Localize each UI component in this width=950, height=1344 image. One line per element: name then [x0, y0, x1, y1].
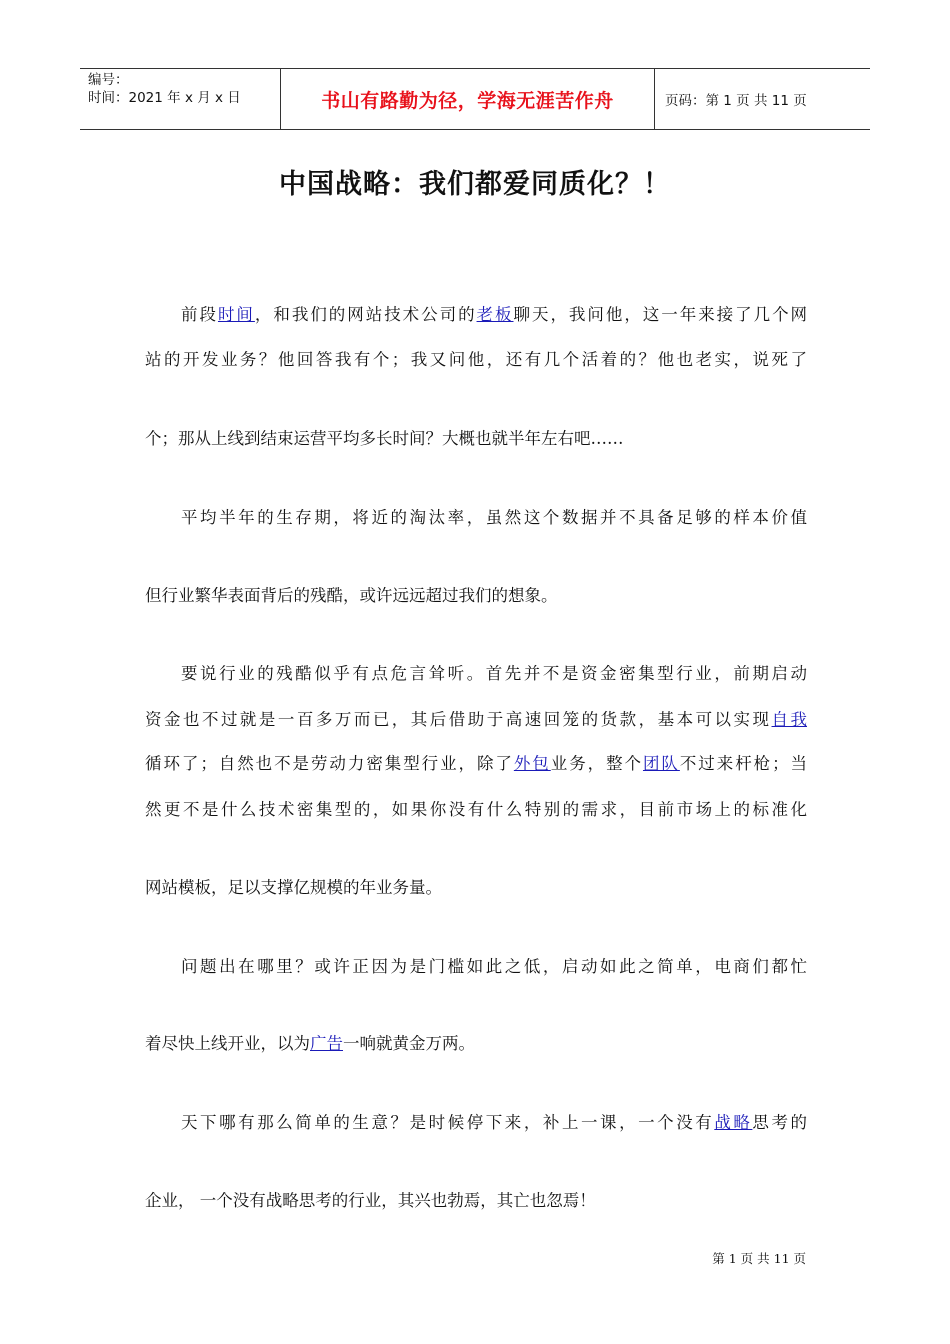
link-team[interactable]: 团队	[642, 754, 680, 773]
link-advertising[interactable]: 广告	[310, 1034, 343, 1053]
document-title: 中国战略：我们都爱同质化？！	[279, 169, 671, 200]
paragraph-2-line-1: 平均半年的生存期，将近的淘汰率，虽然这个数据并不具备足够的样本价值	[181, 508, 807, 527]
page-footer: 第 1 页 共 11 页	[712, 1251, 806, 1266]
paragraph-3-line-5: 网站模板，足以支撑亿规模的年业务量。	[145, 878, 442, 897]
text-span: 聊天，我问他，这一年来接了几个网	[513, 305, 808, 324]
paragraph-3-line-1: 要说行业的残酷似乎有点危言耸听。首先并不是资金密集型行业，前期启动	[181, 664, 807, 683]
page-header	[80, 68, 870, 130]
header-motto: 书山有路勤为径，学海无涯苦作舟	[281, 69, 655, 129]
link-strategy[interactable]: 战略	[714, 1113, 753, 1132]
link-outsourcing[interactable]: 外包	[513, 754, 551, 773]
paragraph-4-line-2	[145, 1033, 807, 1055]
text-span: 着尽快上线开业，以为	[145, 1034, 310, 1053]
paragraph-5-line-1	[145, 1112, 807, 1134]
header-page-info: 页码：第 1 页 共 11 页	[665, 93, 807, 109]
paragraph-1-line-3: 个；那从上线到结束运营平均多长时间？大概也就半年左右吧……	[145, 429, 624, 448]
text-span: 业务，整个	[550, 754, 643, 773]
text-span: 前段	[181, 305, 218, 324]
number-label: 编号：	[88, 72, 129, 88]
time-label: 时间：2021 年 x 月 x 日	[88, 90, 241, 106]
link-self[interactable]: 自我	[771, 710, 808, 729]
link-boss[interactable]: 老板	[476, 305, 514, 324]
paragraph-1-line-2: 站的开发业务？他回答我有个；我又问他，还有几个活着的？他也老实，说死了	[145, 350, 807, 369]
header-meta	[80, 69, 281, 129]
text-span: 一响就黄金万两。	[343, 1034, 475, 1053]
text-span: 不过来杆枪；当	[679, 754, 808, 773]
text-span: 思考的	[752, 1113, 807, 1132]
text-span: 循环了；自然也不是劳动力密集型行业，除了	[145, 754, 514, 773]
text-span: 天下哪有那么简单的生意？是时候停下来，补上一课，一个没有	[181, 1113, 715, 1132]
text-span: 资金也不过就是一百多万而已，其后借助于高速回笼的货款，基本可以实现	[145, 710, 772, 729]
paragraph-4-line-1: 问题出在哪里？或许正因为是门槛如此之低，启动如此之简单，电商们都忙	[181, 957, 807, 976]
paragraph-3-line-2	[145, 709, 807, 731]
paragraph-3-line-3	[145, 753, 807, 775]
paragraph-5-line-2: 企业， 一个没有战略思考的行业，其兴也勃焉，其亡也忽焉！	[145, 1191, 596, 1210]
paragraph-1-line-1	[145, 304, 807, 326]
paragraph-3-line-4: 然更不是什么技术密集型的，如果你没有什么特别的需求，目前市场上的标准化	[145, 800, 807, 819]
paragraph-2-line-2: 但行业繁华表面背后的残酷，或许远远超过我们的想象。	[145, 586, 558, 605]
link-time[interactable]: 时间	[217, 305, 255, 324]
text-span: ，和我们的网站技术公司的	[254, 305, 477, 324]
